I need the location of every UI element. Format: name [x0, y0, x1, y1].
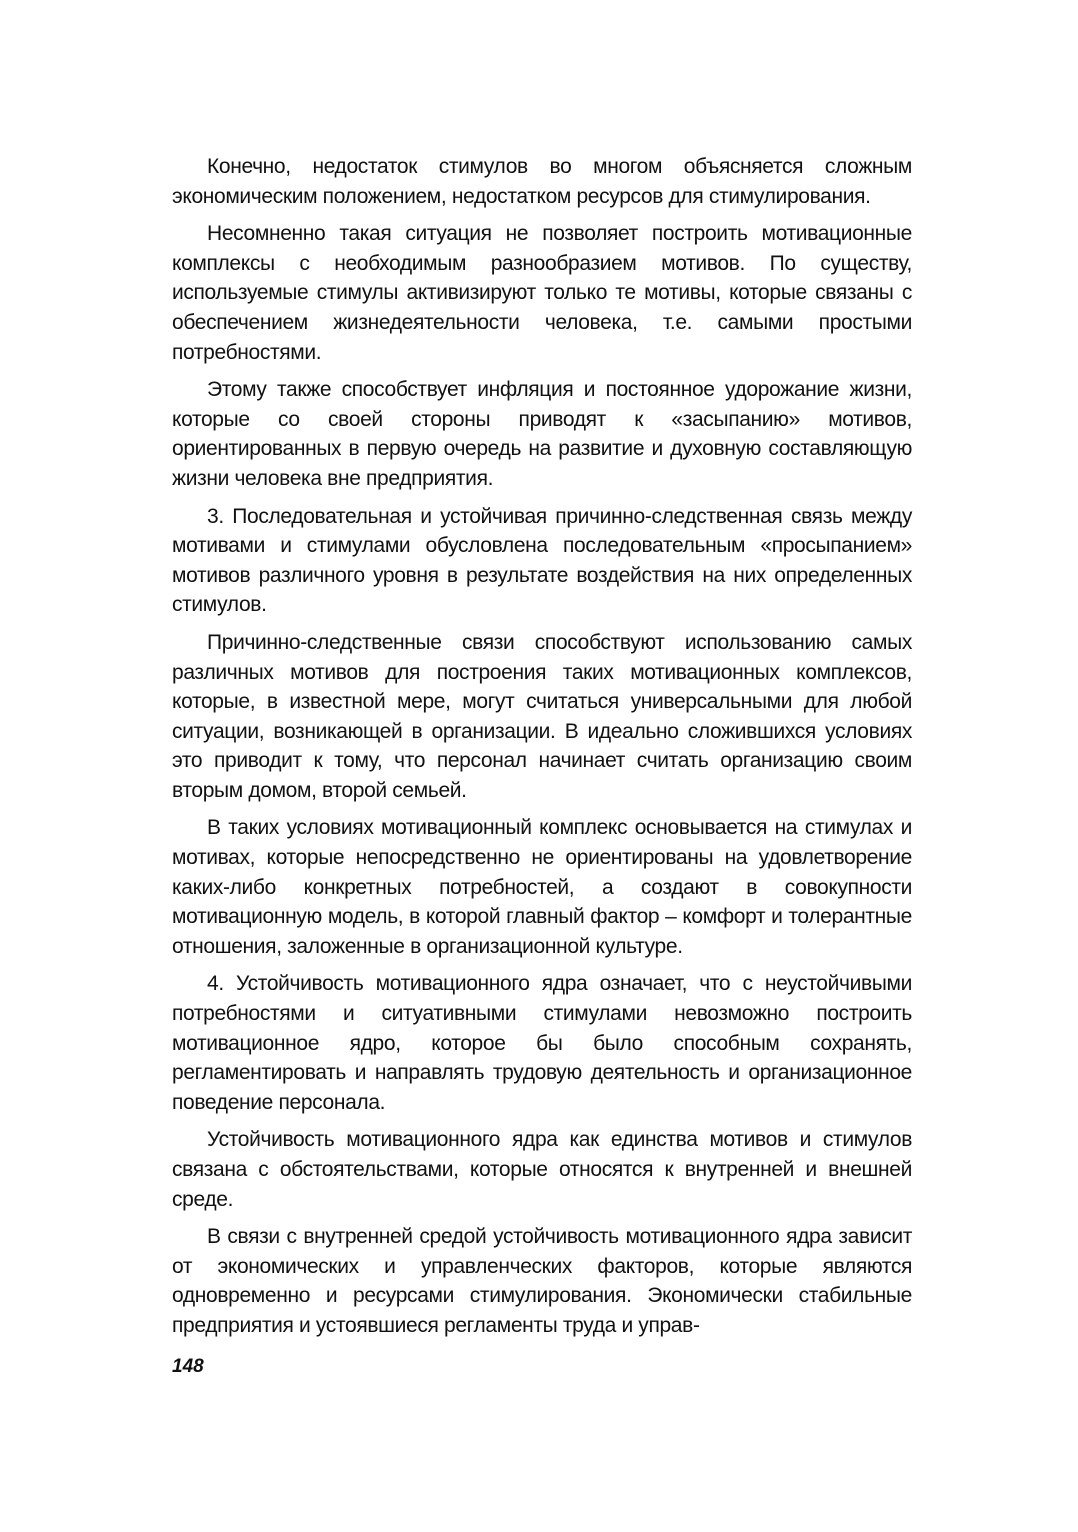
paragraph: Причинно-следственные связи способствуют использованию самых различных мотивов для построения таких мотивационных комплексов, которые, в известной мере, могут считаться универсальными для любой ситуации, возникающей в организации. В идеально сложившихся условиях это приводит к тому, что персонал начинает считать организацию своим вторым домом, второй семьей.	[172, 630, 912, 802]
paragraph: Устойчивость мотивационного ядра как единства мотивов и стимулов связана с обстоятельствами, которые относятся к внутренней и внешней среде.	[172, 1128, 912, 1211]
paragraph: Конечно, недостаток стимулов во многом объясняется сложным экономическим положением, недостатком ресурсов для стимулирования.	[172, 155, 912, 208]
paragraph: Этому также способствует инфляция и постоянное удорожание жизни, которые со своей стороны приводят к «засыпанию» мотивов, ориентированных в первую очередь на развитие и духовную составляющую жизни человека вне предприятия.	[172, 378, 912, 490]
paragraph: В связи с внутренней средой устойчивость мотивационного ядра зависит от экономических и управленческих факторов, которые являются одновременно и ресурсами стимулирования. Экономически стабильные предприятия и устоявшиеся регламенты труда и управ-	[172, 1225, 912, 1337]
page-number: 148	[172, 1356, 204, 1377]
paragraph: 3. Последовательная и устойчивая причинно-следственная связь между мотивами и стимулами обусловлена последовательным «просыпанием» мотивов различного уровня в результате воздействия на них определенных стимулов.	[172, 504, 912, 617]
paragraph: В таких условиях мотивационный комплекс основывается на стимулах и мотивах, которые непосредственно не ориентированы на удовлетворение каких-либо конкретных потребностей, а создают в совокупности мотивационную модель, в которой главный фактор – комфорт и толерантные отношения, заложенные в организационной культуре.	[172, 816, 912, 958]
paragraph: Несомненно такая ситуация не позволяет построить мотивационные комплексы с необходимым разнообразием мотивов. По существу, используемые стимулы активизируют только те мотивы, которые связаны с обеспечением жизнедеятельности человека, т.е. самыми простыми потребностями.	[172, 222, 912, 364]
paragraph: 4. Устойчивость мотивационного ядра означает, что с неустойчивыми потребностями и ситуативными стимулами невозможно построить мотивационное ядро, которое бы было способным сохранять, регламентировать и направлять трудовую деятельность и организационное поведение персонала.	[172, 972, 912, 1114]
page-body	[172, 152, 912, 1349]
